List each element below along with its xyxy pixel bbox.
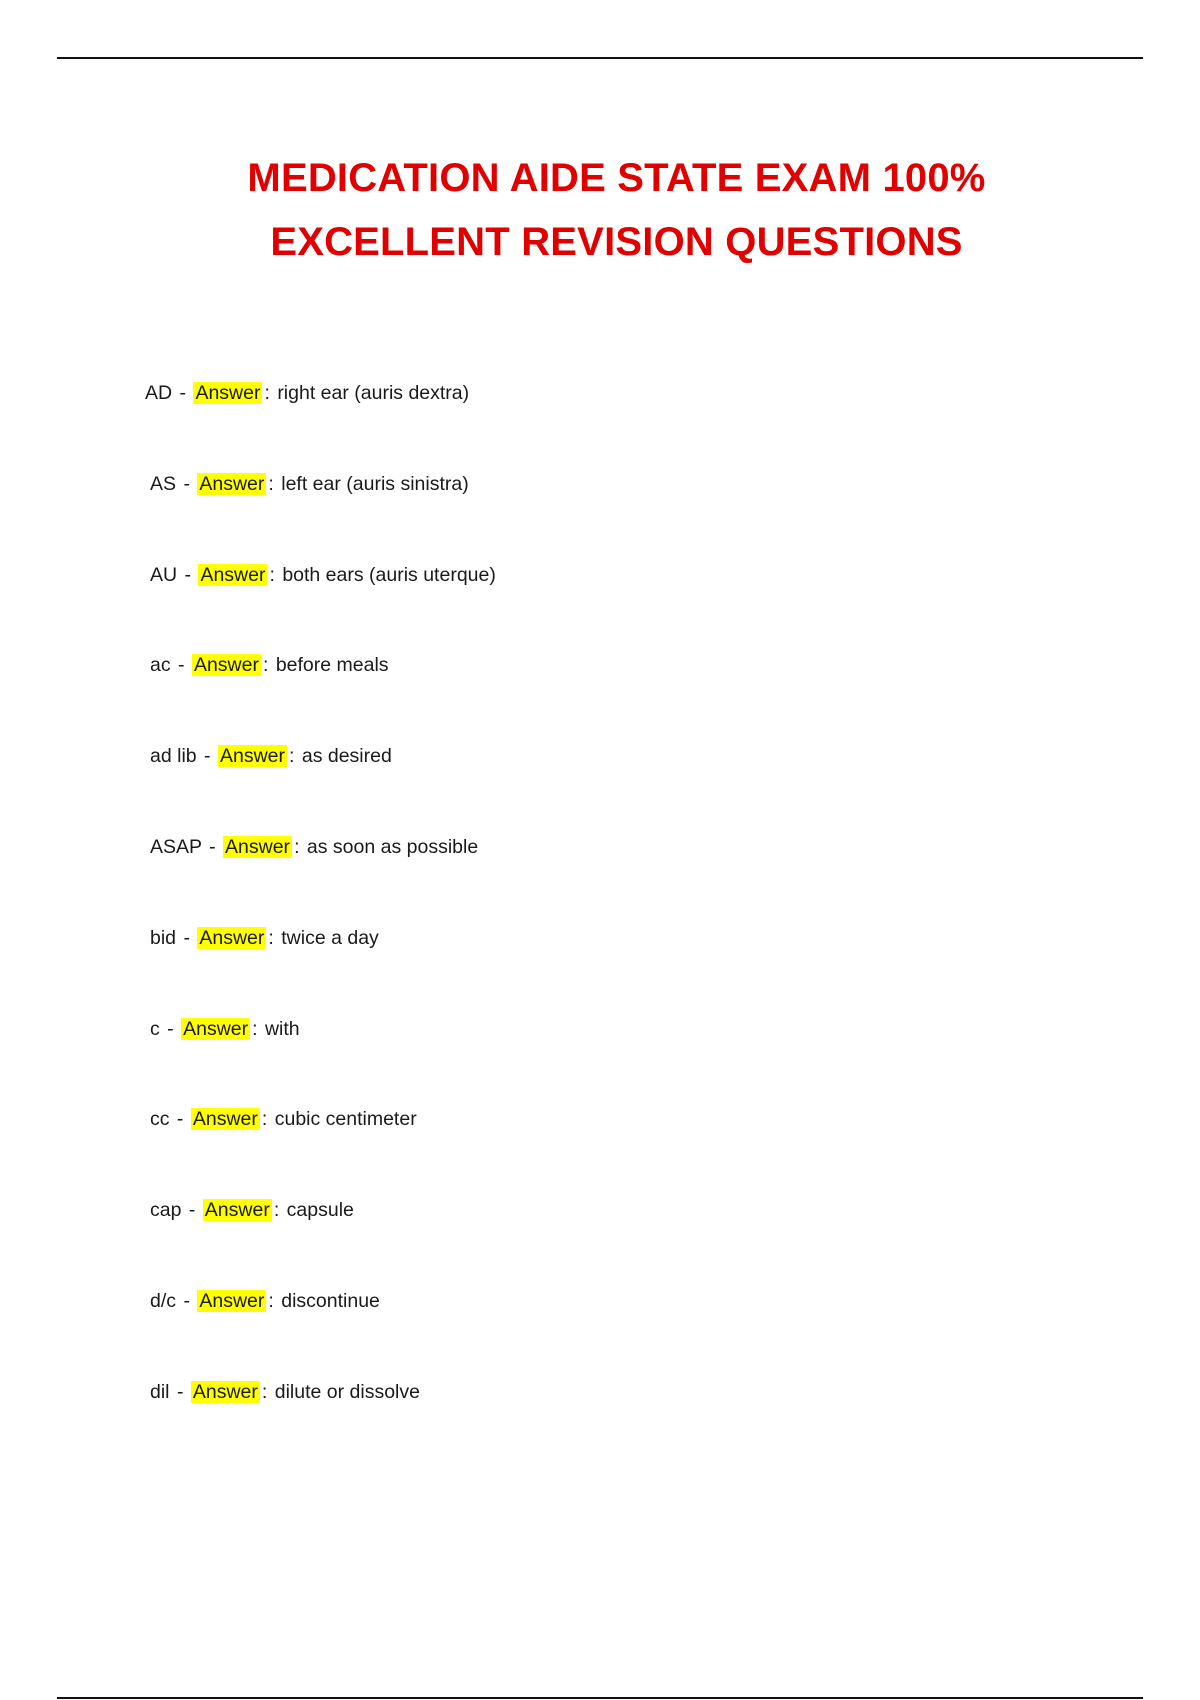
answer-colon: : [268,1290,274,1312]
answer-text: twice a day [281,927,379,949]
answer-text: both ears (auris uterque) [282,564,496,586]
term: AU [150,564,178,586]
answer-text: cubic centimeter [274,1108,417,1130]
list-item [150,1195,354,1225]
term: AS [150,473,177,495]
answer-label-highlight: Answer [199,473,265,495]
answer-colon: : [262,654,269,676]
answer-colon: : [268,473,274,495]
term-separator: - [176,1108,184,1130]
answer-label-highlight: Answer [195,382,261,404]
term: cap [150,1199,182,1221]
list-item [145,378,469,408]
term: ad lib [150,745,197,767]
term-separator: - [178,654,185,676]
list-item [150,1014,300,1044]
answer-label-highlight: Answer [200,564,266,586]
answer-colon: : [252,1018,258,1040]
answer-label-highlight: Answer [199,1290,265,1312]
term: c [150,1018,160,1040]
term-separator: - [179,382,187,404]
term: cc [150,1108,170,1130]
answer-text: before meals [275,654,389,676]
list-item [150,741,392,771]
answer-text: capsule [286,1199,354,1221]
answer-label-highlight: Answer [219,745,285,767]
term-separator: - [188,1199,196,1221]
answer-label-highlight: Answer [225,836,291,858]
answer-label-highlight: Answer [193,654,259,676]
answer-colon: : [269,564,275,586]
term-separator: - [183,473,190,495]
term: ASAP [150,836,202,858]
term: AD [145,382,173,404]
answer-colon: : [273,1199,280,1221]
answer-colon: : [264,382,270,404]
term: dil [150,1381,170,1403]
answer-text: with [264,1018,300,1040]
footer-rule [57,1697,1143,1699]
list-item [150,1377,420,1407]
term-separator: - [183,1290,190,1312]
answer-text: dilute or dissolve [274,1381,420,1403]
title-line-2: EXCELLENT REVISION QUESTIONS [270,220,963,264]
answer-label-highlight: Answer [192,1381,258,1403]
term: bid [150,927,177,949]
answer-colon: : [294,836,300,858]
answer-colon: : [261,1381,268,1403]
term-separator: - [204,745,211,767]
term-separator: - [209,836,216,858]
term-separator: - [183,927,190,949]
answer-text: right ear (auris dextra) [277,382,470,404]
term-separator: - [167,1018,174,1040]
title-line-1: MEDICATION AIDE STATE EXAM 100% [247,156,986,200]
answer-text: as desired [301,745,392,767]
answer-colon: : [268,927,274,949]
answer-label-highlight: Answer [204,1199,270,1221]
list-item [150,560,496,590]
answer-text: left ear (auris sinistra) [281,473,469,495]
list-item [150,1286,380,1316]
answer-colon: : [289,745,295,767]
answer-label-highlight: Answer [192,1108,258,1130]
term-separator: - [184,564,192,586]
term-separator: - [176,1381,184,1403]
list-item [150,1104,417,1134]
list-item [150,469,469,499]
answer-label-highlight: Answer [199,927,265,949]
answer-colon: : [261,1108,268,1130]
list-item [150,650,389,680]
list-item [150,832,478,862]
answer-label-highlight: Answer [183,1018,249,1040]
term: ac [150,654,171,676]
term: d/c [150,1290,177,1312]
answer-text: discontinue [281,1290,380,1312]
answer-text: as soon as possible [306,836,479,858]
list-item [150,923,379,953]
